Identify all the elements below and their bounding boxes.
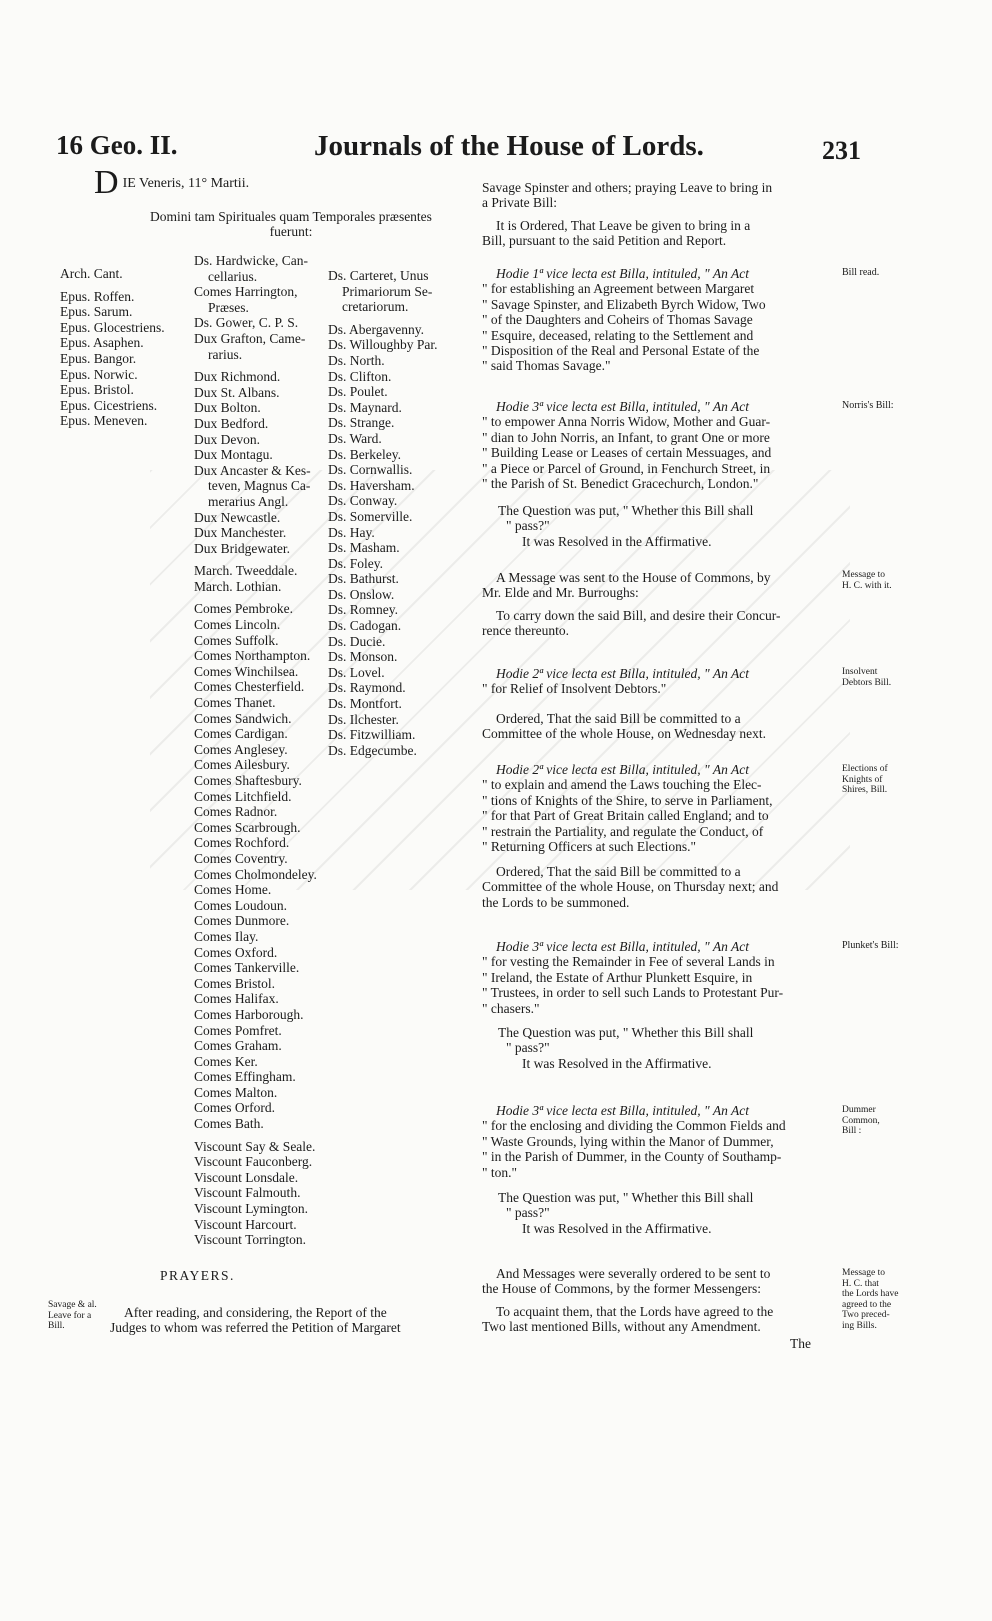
- list-item: Ds. Abergavenny.: [328, 321, 424, 337]
- question-2: The Question was put, " Whether this Bill shall " pass?" It was Resolved in the Affirmative.: [498, 1025, 754, 1071]
- list-item: Comes Winchilsea.: [194, 663, 299, 679]
- list-item: Dux Bedford.: [194, 415, 269, 431]
- list-item: Ds. Ducie.: [328, 633, 386, 649]
- margin-note-elections: Elections of Knights of Shires, Bill.: [842, 764, 888, 795]
- list-item: Epus. Asaphen.: [60, 335, 144, 351]
- list-item: Comes Sandwich.: [194, 710, 292, 726]
- list-item: Ds. Monson.: [328, 649, 398, 665]
- list-item: Ds. Ilchester.: [328, 711, 399, 727]
- list-item: Ds. Raymond.: [328, 680, 406, 696]
- list-item: Comes Malton.: [194, 1084, 278, 1100]
- para-savage-bill: Hodie 1ª vice lecta est Billa, intituled, " An Act " for establishing an Agreement between Margaret " Savage Spinster, and Elizabeth Byrch Widow, Two " of the Daughters and Coheirs of Thomas Savage " Esquire, deceased, relating to the Settlement and " Disposition of the Real and Personal Estate of the " said Thomas Savage.": [482, 266, 766, 374]
- list-item: Epus. Cicestriens.: [60, 397, 158, 413]
- list-item: Ds. Strange.: [328, 415, 395, 431]
- margin-note-plunket: Plunket's Bill:: [842, 940, 899, 951]
- list-item: Epus. Roffen.: [60, 288, 135, 304]
- date-text: IE Veneris, 11° Martii.: [122, 176, 250, 191]
- list-item: Ds. Masham.: [328, 540, 400, 556]
- list-item: Viscount Torrington.: [194, 1232, 306, 1248]
- list-item: Ds. Bathurst.: [328, 571, 399, 587]
- present-heading: Domini tam Spirituales quam Temporales præsentes fuerunt:: [150, 209, 432, 240]
- list-item: Ds. Foley.: [328, 555, 384, 571]
- para-carry-down: To carry down the said Bill, and desire their Concur- rence thereunto.: [482, 608, 781, 639]
- margin-note-message: Message to H. C. with it.: [842, 570, 892, 591]
- list-item: Ds. Onslow.: [328, 586, 395, 602]
- list-item: Ds. Berkeley.: [328, 446, 401, 462]
- list-item: Comes Litchfield.: [194, 788, 292, 804]
- list-item: teven, Magnus Ca-: [208, 478, 311, 494]
- para-messages-ordered: And Messages were severally ordered to be sent to the House of Commons, by the former Messengers:: [482, 1266, 771, 1297]
- para-norris-bill: Hodie 3ª vice lecta est Billa, intituled, " An Act " to empower Anna Norris Widow, Mother and Guar- " dian to John Norris, an Infant, to grant One or more " Building Lease or Leases of certain Messuages, and " a Piece or Parcel of Ground, in Fenchurch Street, in " the Parish of St. Benedict Gracechurch, London.": [482, 399, 772, 492]
- temporal-lords-middle-list: [194, 253, 317, 1248]
- list-item: Epus. Norwic.: [60, 366, 138, 382]
- list-item: Ds. Cadogan.: [328, 618, 402, 634]
- list-item: Comes Ker.: [194, 1053, 258, 1069]
- drop-cap: D: [94, 164, 119, 201]
- list-item: cellarius.: [208, 268, 258, 284]
- list-item: Comes Lincoln.: [194, 617, 281, 633]
- margin-note-final-message: Message to H. C. that the Lords have agreed to the Two preced- ing Bills.: [842, 1268, 899, 1331]
- list-item: Viscount Lonsdale.: [194, 1169, 299, 1185]
- list-item: Dux Newcastle.: [194, 509, 281, 525]
- list-item: Comes Cardigan.: [194, 726, 288, 742]
- para-insolvent-bill: Hodie 2ª vice lecta est Billa, intituled, " An Act " for Relief of Insolvent Debtors.": [482, 666, 749, 697]
- list-item: Epus. Sarum.: [60, 304, 133, 320]
- list-item: Comes Effingham.: [194, 1069, 296, 1085]
- list-item: Ds. Lovel.: [328, 664, 385, 680]
- list-item: Comes Scarbrough.: [194, 819, 301, 835]
- para-plunket-bill: Hodie 3ª vice lecta est Billa, intituled, " An Act " for vesting the Remainder in Fee of several Lands in " Ireland, the Estate of Arthur Plunkett Esquire, in " Trustees, in order to sell such Lands to Protestant Pur- " chasers.": [482, 939, 784, 1016]
- list-item: Viscount Say & Seale.: [194, 1138, 316, 1154]
- catchword: The: [790, 1336, 811, 1351]
- list-item: Dux St. Albans.: [194, 384, 280, 400]
- list-item: Viscount Harcourt.: [194, 1216, 297, 1232]
- list-item: Comes Graham.: [194, 1038, 282, 1054]
- list-item: Dux Grafton, Came-: [194, 330, 306, 346]
- list-item: Arch. Cant.: [60, 266, 123, 281]
- para-leave-ordered: It is Ordered, That Leave be given to bring in a Bill, pursuant to the said Petition and Report.: [482, 218, 751, 249]
- para-acquaint: To acquaint them, that the Lords have agreed to the Two last mentioned Bills, without any Amendment.: [482, 1304, 774, 1335]
- list-item: Ds. Carteret, Unus: [328, 268, 429, 283]
- list-item: merarius Angl.: [208, 493, 289, 509]
- list-item: cretariorum.: [342, 299, 409, 315]
- list-item: Comes Bristol.: [194, 975, 276, 991]
- list-item: Præses.: [208, 299, 249, 315]
- list-item: Ds. Romney.: [328, 602, 398, 618]
- temporal-lords-right-list: [328, 268, 437, 758]
- margin-note-savage: Savage & al. Leave for a Bill.: [48, 1300, 97, 1331]
- list-item: Ds. North.: [328, 352, 385, 368]
- list-item: Comes Loudoun.: [194, 897, 287, 913]
- list-item: Viscount Falmouth.: [194, 1185, 301, 1201]
- list-item: Ds. Hay.: [328, 524, 375, 540]
- list-item: Ds. Maynard.: [328, 399, 402, 415]
- question-3: The Question was put, " Whether this Bill shall " pass?" It was Resolved in the Affirmative.: [498, 1190, 754, 1236]
- list-item: Comes Thanet.: [194, 695, 276, 711]
- question-1: The Question was put, " Whether this Bill shall " pass?" It was Resolved in the Affirmative.: [498, 503, 754, 549]
- list-item: Comes Anglesey.: [194, 741, 288, 757]
- list-item: Ds. Ward.: [328, 430, 382, 446]
- margin-note-norris: Norris's Bill:: [842, 400, 894, 411]
- list-item: Comes Cholmondeley.: [194, 866, 317, 882]
- list-item: Comes Radnor.: [194, 804, 278, 820]
- list-item: rarius.: [208, 346, 243, 362]
- list-item: Comes Coventry.: [194, 850, 288, 866]
- regnal-year: 16 Geo. II.: [56, 130, 178, 160]
- list-item: Ds. Willoughby Par.: [328, 337, 438, 353]
- list-item: Ds. Haversham.: [328, 477, 415, 493]
- list-item: Comes Halifax.: [194, 991, 279, 1007]
- list-item: Comes Suffolk.: [194, 632, 279, 648]
- savage-paragraph: After reading, and considering, the Report of the Judges to whom was referred the Petition of Margaret: [110, 1305, 401, 1336]
- margin-note-bill-read: Bill read.: [842, 267, 880, 278]
- list-item: Dux Devon.: [194, 431, 260, 447]
- para-savage-cont: Savage Spinster and others; praying Leave to bring in a Private Bill:: [482, 180, 773, 211]
- list-item: Dux Ancaster & Kes-: [194, 462, 311, 478]
- list-item: Epus. Meneven.: [60, 413, 148, 429]
- list-item: Comes Pomfret.: [194, 1022, 282, 1038]
- prayers-heading: PRAYERS.: [160, 1268, 235, 1283]
- list-item: Comes Dunmore.: [194, 913, 290, 929]
- list-item: Dux Montagu.: [194, 447, 273, 463]
- page-title: Journals of the House of Lords.: [314, 130, 704, 162]
- list-item: Dux Bolton.: [194, 400, 261, 416]
- list-item: Viscount Lymington.: [194, 1201, 308, 1217]
- list-item: Comes Shaftesbury.: [194, 773, 302, 788]
- list-item: Comes Tankerville.: [194, 960, 300, 976]
- page-number: 231: [822, 136, 861, 165]
- list-item: Comes Oxford.: [194, 944, 278, 960]
- para-dummer-bill: Hodie 3ª vice lecta est Billa, intituled, " An Act " for the enclosing and dividing the Common Fields and " Waste Grounds, lying within the Manor of Dummer, " in the Parish of Dummer, in the County of Southamp- " ton.": [482, 1103, 786, 1180]
- list-item: Viscount Fauconberg.: [194, 1154, 313, 1170]
- list-item: Comes Chesterfield.: [194, 679, 305, 695]
- list-item: Dux Manchester.: [194, 525, 287, 541]
- list-item: Comes Ilay.: [194, 928, 259, 944]
- list-item: Comes Bath.: [194, 1116, 264, 1132]
- list-item: Comes Rochford.: [194, 835, 290, 851]
- list-item: Dux Richmond.: [194, 369, 281, 385]
- list-item: Ds. Clifton.: [328, 368, 392, 384]
- list-item: Ds. Poulet.: [328, 384, 388, 400]
- para-elections-ordered: Ordered, That the said Bill be committed to a Committee of the whole House, on Thursday next; and the Lords to be summoned.: [482, 864, 779, 910]
- list-item: Epus. Glocestriens.: [60, 319, 165, 335]
- list-item: Ds. Conway.: [328, 493, 398, 509]
- list-item: Epus. Bangor.: [60, 350, 137, 366]
- list-item: Comes Harborough.: [194, 1006, 304, 1022]
- para-elections-bill: Hodie 2ª vice lecta est Billa, intituled, " An Act " to explain and amend the Laws touching the Elec- " tions of Knights of the Shire, to serve in Parliament, " for that Part of Great Britain called England; and to " restrain the Partiality, and regulate the Conduct, of " Returning Officers at such Elections.": [482, 762, 773, 855]
- list-item: Comes Harrington,: [194, 284, 298, 300]
- list-item: Comes Northampton.: [194, 648, 311, 664]
- spiritual-lords-list: [60, 266, 165, 429]
- list-item: Ds. Somerville.: [328, 508, 413, 524]
- list-item: Comes Orford.: [194, 1100, 275, 1116]
- list-item: Comes Home.: [194, 882, 272, 898]
- list-item: Ds. Montfort.: [328, 696, 402, 712]
- para-message-1: A Message was sent to the House of Commons, by Mr. Elde and Mr. Burroughs:: [482, 570, 771, 601]
- list-item: Comes Pembroke.: [194, 601, 293, 617]
- list-item: March. Tweeddale.: [194, 563, 298, 579]
- list-item: Epus. Bristol.: [60, 382, 134, 398]
- list-item: Ds. Gower, C. P. S.: [194, 315, 299, 331]
- list-item: March. Lothian.: [194, 578, 282, 594]
- date-line: [94, 166, 249, 200]
- list-item: Comes Ailesbury.: [194, 757, 290, 773]
- list-item: Dux Bridgewater.: [194, 540, 290, 556]
- list-item: Primariorum Se-: [342, 283, 433, 299]
- list-item: Ds. Hardwicke, Can-: [194, 253, 308, 268]
- margin-note-insolvent: Insolvent Debtors Bill.: [842, 667, 892, 688]
- para-insolvent-ordered: Ordered, That the said Bill be committed to a Committee of the whole House, on Wednesday next.: [482, 711, 766, 742]
- list-item: Ds. Fitzwilliam.: [328, 727, 416, 743]
- margin-note-dummer: Dummer Common, Bill :: [842, 1105, 880, 1136]
- list-item: Ds. Cornwallis.: [328, 462, 413, 478]
- list-item: Ds. Edgecumbe.: [328, 742, 417, 758]
